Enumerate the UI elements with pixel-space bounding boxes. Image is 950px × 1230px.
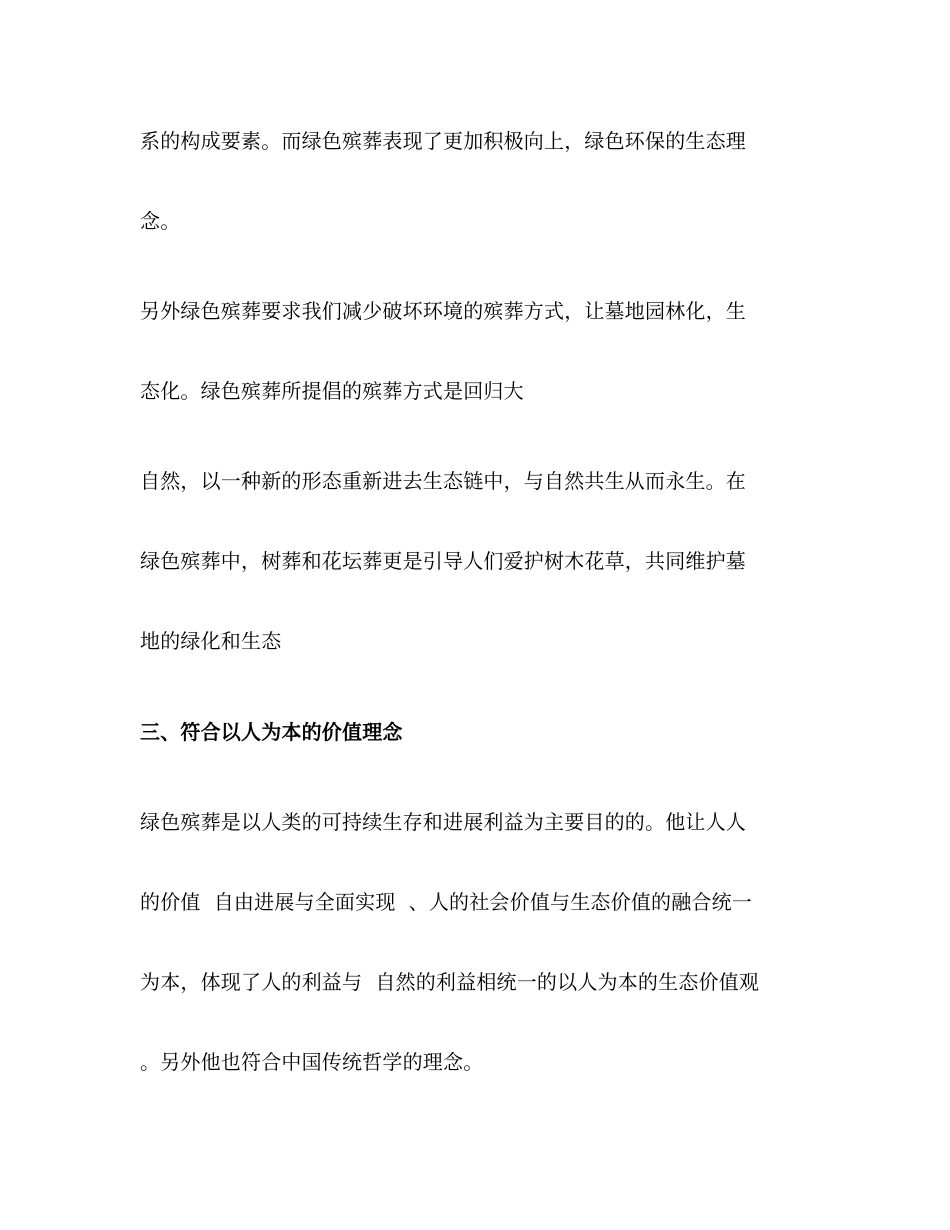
paragraph-line: 绿色殡葬中，树葬和花坛葬更是引导人们爱护树木花草，共同维护墓: [140, 549, 746, 573]
section-heading: 三、符合以人为本的价值理念: [140, 720, 403, 744]
paragraph-line: 系的构成要素。而绿色殡葬表现了更加积极向上，绿色环保的生态理: [140, 129, 746, 153]
paragraph-line: 。另外他也符合中国传统哲学的理念。: [140, 1050, 484, 1074]
paragraph-line: 自然，以一种新的形态重新进去生态链中，与自然共生从而永生。在: [140, 469, 746, 493]
paragraph-line: 另外绿色殡葬要求我们减少破坏环境的殡葬方式，让墓地园林化，生: [140, 299, 746, 323]
paragraph-line: 绿色殡葬是以人类的可持续生存和进展利益为主要目的的。他让人人: [140, 810, 746, 834]
paragraph-line: 为本，体现了人的利益与 自然的利益相统一的以人为本的生态价值观: [140, 970, 760, 994]
paragraph-line: 地的绿化和生态: [140, 629, 282, 653]
paragraph-line: 念。: [140, 209, 181, 233]
paragraph-line: 的价值 自由进展与全面实现 、人的社会价值与生态价值的融合统一: [140, 890, 753, 914]
paragraph-line: 态化。绿色殡葬所提倡的殡葬方式是回归大: [140, 379, 524, 403]
